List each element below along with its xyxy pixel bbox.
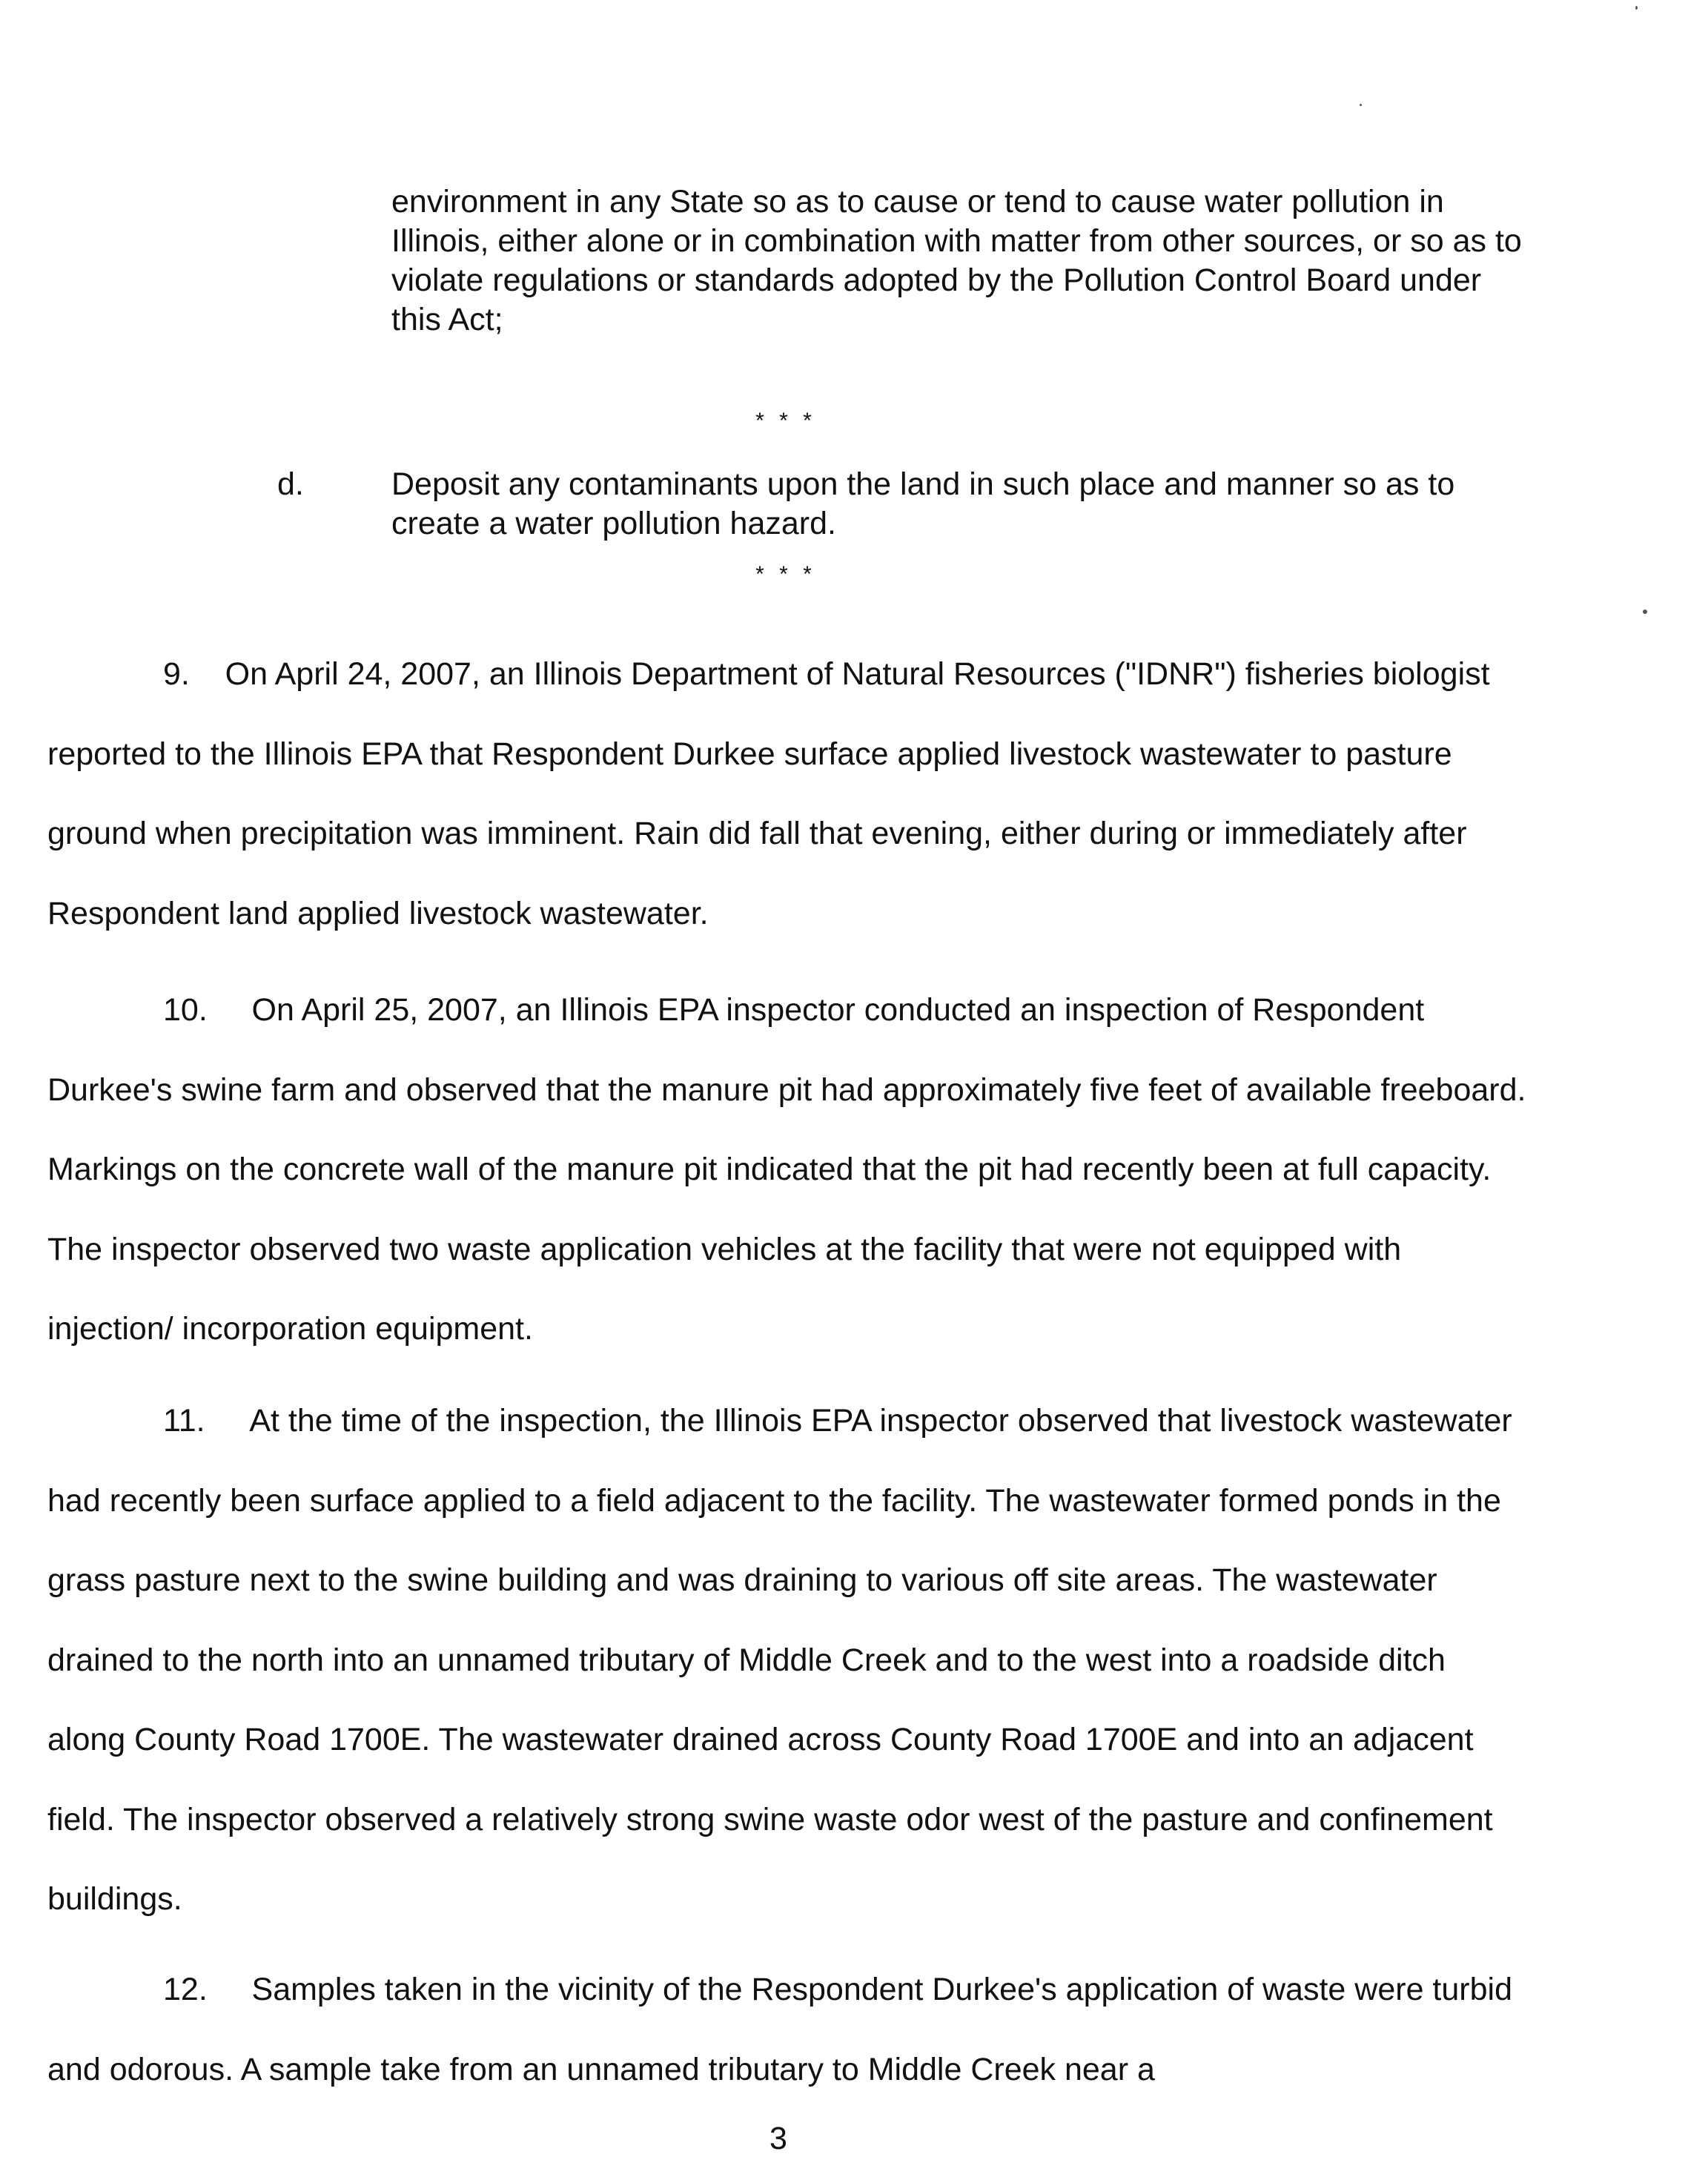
item-d-marker: d.: [277, 466, 304, 502]
quoted-statute-text: environment in any State so as to cause or tend to cause water pollution in Illinois, either alone or in combination with matter from other sources, or so as to violate regulations or standards adopted by the Pollution Control Board under this Act;: [391, 184, 1522, 337]
scan-speck: [1643, 610, 1647, 614]
paragraph-text: On April 24, 2007, an Illinois Department of Natural Resources ("IDNR") fisheries biologist reported to the Illinois EPA that Respondent Durkee surface applied livestock wastewater to pasture ground when precipitation was imminent. Rain did fall that evening, either during or immediately after Respondent land applied livestock wastewater.: [47, 656, 1490, 931]
paragraph-11: [47, 1381, 1530, 1940]
paragraph-number: 11.: [163, 1403, 205, 1439]
paragraph-text: On April 25, 2007, an Illinois EPA inspector conducted an inspection of Respondent Durkee's swine farm and observed that the manure pit had approximately five feet of available freeboard. Markings on the concrete wall of the manure pit indicated that the pit had recently been at full capacity. The inspector observed two waste application vehicles at the facility that were not equipped with injection/ incorporation equipment.: [47, 992, 1526, 1347]
ellipsis-separator: * * *: [755, 409, 816, 433]
paragraph-12: [47, 1950, 1530, 2110]
scan-speck: [1360, 104, 1362, 106]
paragraph-number: 9.: [163, 656, 190, 692]
item-d-text: Deposit any contaminants upon the land in such place and manner so as to create a water pollution hazard.: [391, 466, 1455, 541]
ellipsis-separator: * * *: [755, 562, 816, 587]
paragraph-text: At the time of the inspection, the Illinois EPA inspector observed that livestock wastewater had recently been surface applied to a field adjacent to the facility. The wastewater formed ponds in the grass pasture next to the swine building and was draining to various off site areas. The wastewater drained to the north into an unnamed tributary of Middle Creek and to the west into a roadside ditch along County Road 1700E. The wastewater drained across County Road 1700E and into an adjacent field. The inspector observed a relatively strong swine waste odor west of the pasture and confinement buildings.: [47, 1403, 1512, 1917]
scan-speck: [1635, 6, 1638, 10]
paragraph-9: [47, 635, 1530, 954]
paragraph-text: Samples taken in the vicinity of the Respondent Durkee's application of waste were turbid and odorous. A sample take from an unnamed tributary to Middle Creek near a: [47, 1972, 1512, 2087]
paragraph-number: 10.: [163, 992, 208, 1028]
page-number: 3: [769, 2121, 787, 2156]
paragraph-number: 12.: [163, 1972, 208, 2007]
paragraph-10: [47, 971, 1530, 1370]
